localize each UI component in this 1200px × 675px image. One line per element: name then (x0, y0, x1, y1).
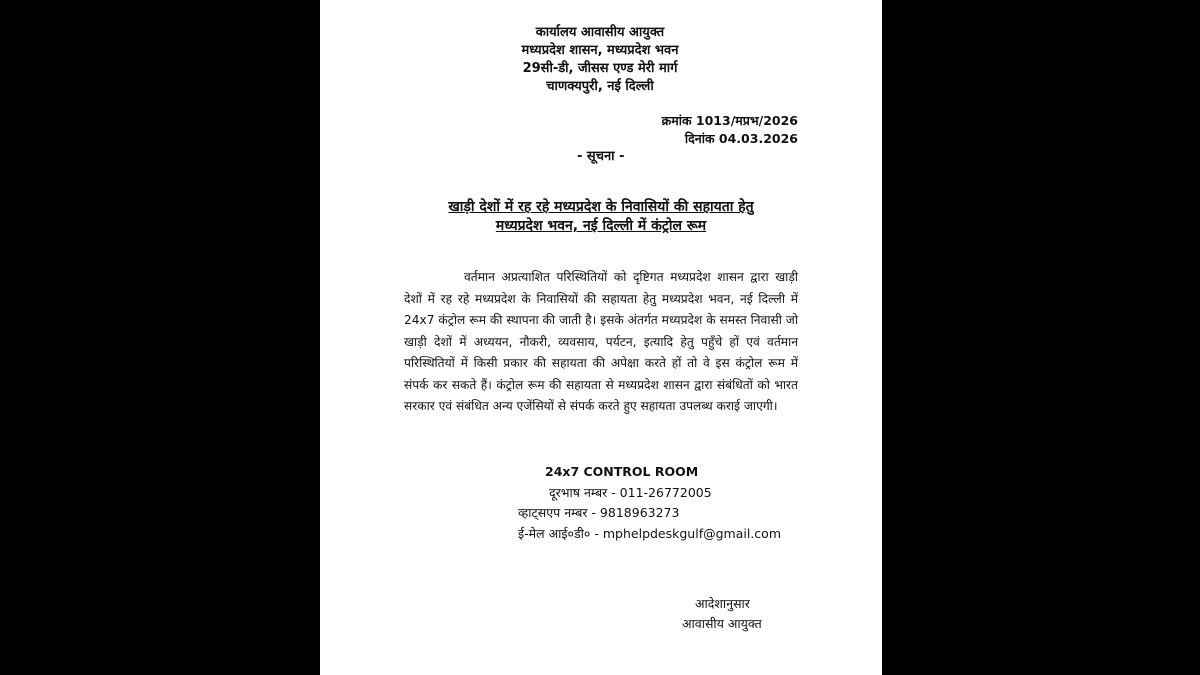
office-address: 29सी-डी, जीसस एण्ड मेरी मार्ग (522, 61, 678, 76)
notice-title-line2: मध्यप्रदेश भवन, नई दिल्ली में कंट्रोल रूम (495, 218, 707, 234)
document-page (320, 0, 882, 675)
control-room-heading: 24x7 CONTROL ROOM (545, 464, 699, 479)
notice-title-line1: खाड़ी देशों में रह रहे मध्यप्रदेश के निवासियों की सहायता हेतु (448, 199, 754, 215)
office-department: मध्यप्रदेश शासन, मध्यप्रदेश भवन (521, 43, 679, 58)
control-room-email: ई-मेल आई०डी० - mphelpdeskgulf@gmail.com (518, 526, 781, 541)
notice-body: वर्तमान अप्रत्याशित परिस्थितियों को दृष्टिगत मध्यप्रदेश शासन द्वारा खाड़ी देशों में रह रहे मध्यप्रदेश के निवासियों की सहायता हेतु मध्यप्रदेश भवन, नई दिल्ली में 24x7 कंट्रोल रूम की स्थापना की जाती है। इसके अंतर्गत मध्यप्रदेश के समस्त निवासी जो खाड़ी देशों में अध्ययन, नौकरी, व्यवसाय, पर्यटन, इत्यादि हेतु पहुँचे हों एवं वर्तमान परिस्थितियों में किसी प्रकार की सहायता की अपेक्षा करते हों तो वे इस कंट्रोल रूम में संपर्क कर सकते हैं। कंट्रोल रूम की सहायता से मध्यप्रदेश शासन द्वारा संबंधितों को भारत सरकार एवं संबंधित अन्य एजेंसियों से संपर्क करते हुए सहायता उपलब्ध कराई जाएगी। (404, 270, 798, 413)
control-room-phone: दूरभाष नम्बर - 011-26772005 (549, 485, 712, 500)
control-room-whatsapp: व्हाट्सएप नम्बर - 9818963273 (518, 505, 680, 520)
signature-designation: आवासीय आयुक्त (682, 616, 762, 631)
signature-order: आदेशानुसार (695, 596, 750, 611)
reference-date: दिनांक 04.03.2026 (684, 131, 798, 146)
notice-label: - सूचना - (577, 149, 625, 164)
office-name: कार्यालय आवासीय आयुक्त (535, 25, 665, 40)
reference-number: क्रमांक 1013/मप्रभ/2026 (661, 113, 798, 128)
office-city: चाणक्यपुरी, नई दिल्ली (546, 79, 654, 94)
